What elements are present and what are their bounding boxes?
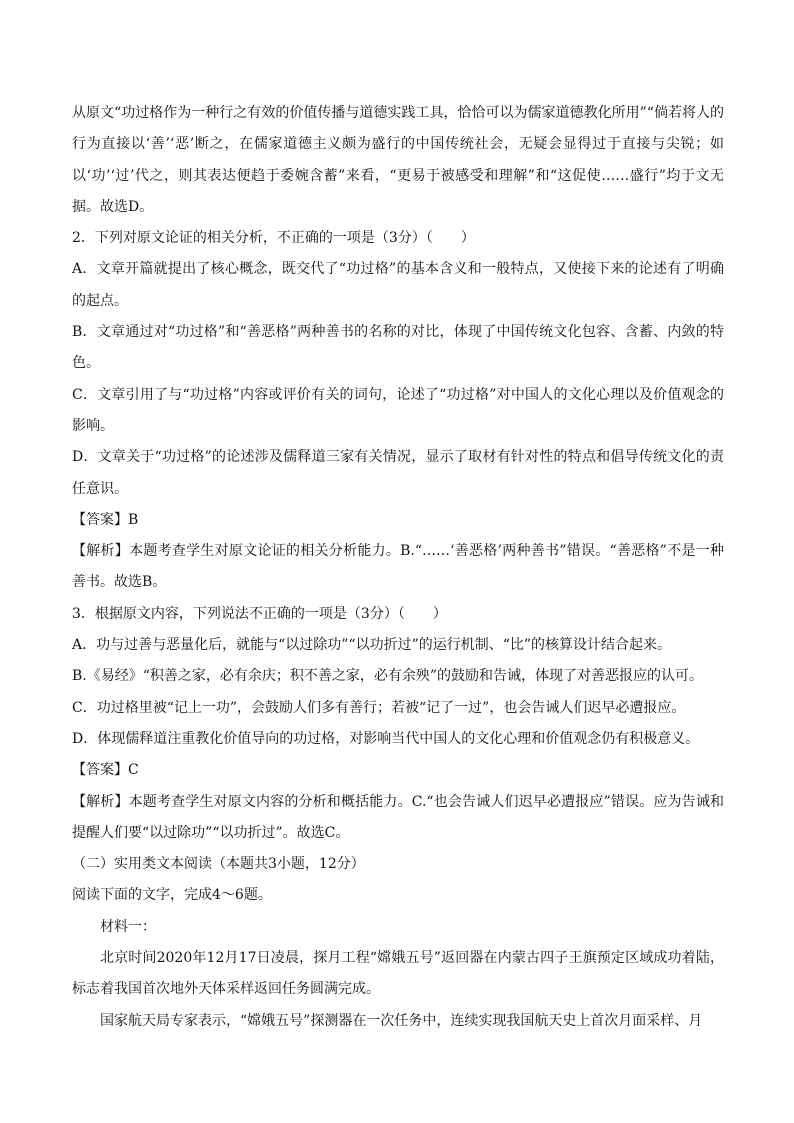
analysis-paragraph-1: 从原文“功过格作为一种行之有效的价值传播与道德实践工具，恰恰可以为儒家道德教化所用”“倘若将人的行为直接以‘善’‘恶’断之，在儒家道德主义颇为盛行的中国传统社会，无疑会显得过于直接与尖锐；如以‘功’‘过’代之，则其表达便趋于委婉含蓄”来看，“更易于被感受和理解”和“这促使……盛行”均于文无据。故选D。 <box>72 105 724 215</box>
question-3-answer: 【答案】C <box>72 762 139 779</box>
question-2-option-c: C．文章引用了与“功过格”内容或评价有关的词句，论述了“功过格”对中国人的文化心理以及价值观念的影响。 <box>72 386 724 434</box>
question-2-answer: 【答案】B <box>72 511 139 528</box>
question-3-analysis: 【解析】本题考查学生对原文内容的分析和概括能力。C.“也会告诫人们迟早必遭报应”错误。应为告诫和提醒人们要“以过除功”“以功折过”。故选C。 <box>72 793 724 841</box>
question-3-option-c: C．功过格里被“记上一功”，会鼓励人们多有善行；若被“记了一过”，也会告诫人们迟早必遭报应。 <box>72 699 686 716</box>
question-3-stem: 3．根据原文内容，下列说法不正确的一项是（3分）（ ） <box>72 605 447 622</box>
material-1-label: 材料一： <box>100 918 156 935</box>
question-3-option-a: A．功与过善与恶量化后，就能与“以过除功”“以功折过”的运行机制、“比”的核算设计结合起来。 <box>72 637 672 654</box>
document-page <box>72 98 724 1037</box>
reading-instruction: 阅读下面的文字，完成4～6题。 <box>72 887 272 904</box>
question-2-analysis: 【解析】本题考查学生对原文论证的相关分析能力。B.“……‘善恶格’两种善书”错误。“善恶格”不是一种善书。故选B。 <box>72 543 724 591</box>
question-2-option-b: B．文章通过对“功过格”和“善恶格”两种善书的名称的对比，体现了中国传统文化包容、含蓄、内敛的特色。 <box>72 324 724 372</box>
question-3-option-b: B.《易经》“积善之家，必有余庆；积不善之家，必有余殃”的鼓励和告诫，体现了对善恶报应的认可。 <box>72 668 704 685</box>
material-1-paragraph-2: 国家航天局专家表示，“嫦娥五号”探测器在一次任务中，连续实现我国航天史上首次月面采样、月 <box>100 1012 703 1029</box>
section-heading: （二）实用类文本阅读（本题共3小题，12分） <box>72 856 365 873</box>
question-2-option-a: A．文章开篇就提出了核心概念，既交代了“功过格”的基本含义和一般特点，又使接下来的论述有了明确的起点。 <box>72 261 724 309</box>
question-2-option-d: D．文章关于“功过格”的论述涉及儒释道三家有关情况，显示了取材有针对性的特点和倡导传统文化的责任意识。 <box>72 449 724 497</box>
question-2-stem: 2．下列对原文论证的相关分析，不正确的一项是（3分）（ ） <box>72 230 475 247</box>
material-1-paragraph-1: 北京时间2020年12月17日凌晨，探月工程“嫦娥五号”返回器在内蒙古四子王旗预定区域成功着陆，标志着我国首次地外天体采样返回任务圆满完成。 <box>72 950 724 998</box>
question-3-option-d: D．体现儒释道注重教化价值导向的功过格，对影响当代中国人的文化心理和价值观念仍有积极意义。 <box>72 730 700 747</box>
